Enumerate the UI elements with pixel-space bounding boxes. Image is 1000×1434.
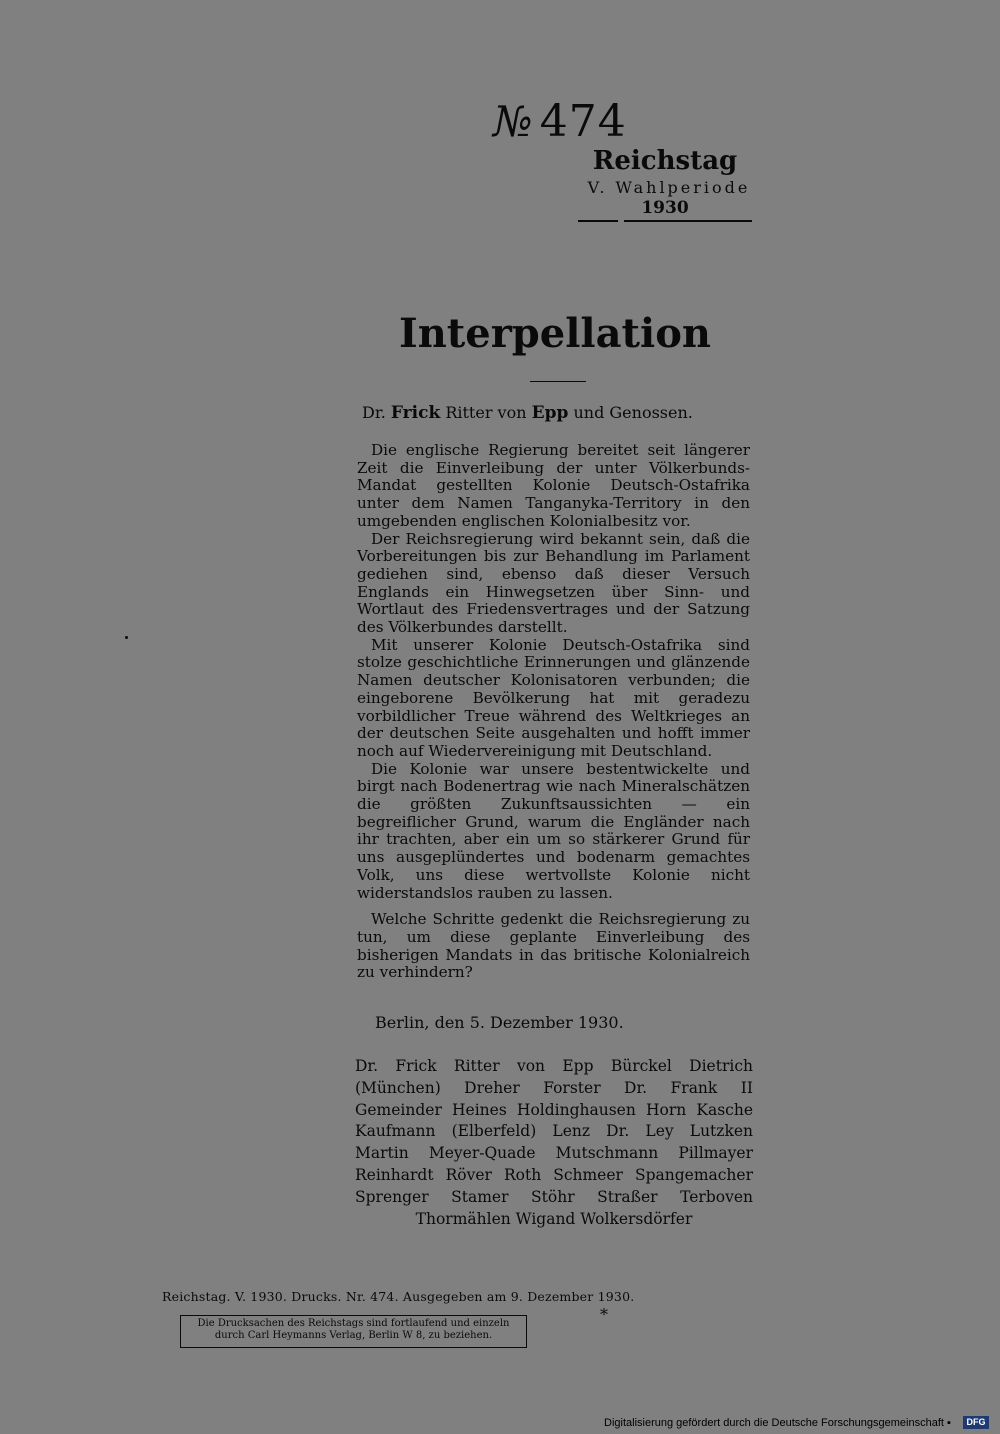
mover-name-epp: Epp [531,403,569,423]
paragraph: Mit unserer Kolonie Deutsch-Ostafrika sind stolze geschichtliche Erinnerungen und glänzende Namen deutscher Kolonisatoren verbunden; die eingeborene Bevölkerung hat mit geradezu vorbildlicher Treue während des Weltkrieges an der deutschen Seite ausgehalten und hofft immer noch auf Wiedervereinigung mit Deutschland. [357,635,750,760]
document-number [493,96,633,147]
asterisk-mark: * [600,1305,608,1324]
header-year: 1930 [641,198,689,218]
interpellation-body [357,442,750,982]
mover-name-frick: Frick [390,403,441,423]
signer-line: Gemeinder Heines Holdinghausen Horn Kasche [355,1100,753,1119]
signer-line: Kaufmann (Elberfeld) Lenz Dr. Ley Lutzken [355,1122,753,1141]
mover-suffix: und Genossen. [573,403,693,422]
signer-line: Dr. Frick Ritter von Epp Bürckel Dietrich [355,1057,753,1075]
legislative-period: V. Wahlperiode [587,178,751,197]
credit-text: Digitalisierung gefördert durch die Deutsche Forschungsgemeinschaft [604,1417,944,1429]
number-value: 474 [539,96,627,147]
place-date: Berlin, den 5. Dezember 1930. [375,1013,624,1032]
signer-line: Thormählen Wigand Wolkersdörfer [415,1209,693,1228]
digitization-credit: Digitalisierung gefördert durch die Deutsche Forschungsgemeinschaft ▪ [604,1417,951,1429]
number-sign: № [493,97,534,146]
dfg-logo-icon: DFG [963,1416,989,1429]
signer-line: (München) Dreher Forster Dr. Frank II [355,1078,753,1097]
title-divider [530,381,586,382]
signer-line: Reinhardt Röver Roth Schmeer Spangemacher [355,1165,753,1184]
document-title: Interpellation [399,310,711,357]
paragraph: Die englische Regierung bereitet seit längerer Zeit die Einverleibung der unter Völkerbunds-Mandat gestellten Kolonie Deutsch-Ostafrika unter dem Namen Tanganyka-Territory in den umgebenden englischen Kolonialbesitz vor. [357,441,750,530]
publisher-line: Die Drucksachen des Reichstags sind fortlaufend und einzeln [197,1318,510,1329]
mover-middle: Ritter von [445,403,527,422]
movers-line [362,403,762,423]
header-divider [578,220,752,222]
publisher-notice-box [180,1315,527,1348]
publisher-line: durch Carl Heymanns Verlag, Berlin W 8, zu beziehen. [214,1330,493,1341]
mover-prefix: Dr. [362,403,386,422]
paragraph: Die Kolonie war unsere bestentwickelte und birgt nach Bodenertrag wie nach Mineralschätzen die größten Zukunftsaussichten — ein begreiflicher Grund, warum die Engländer nach ihr trachten, aber ein um so stärkerer Grund für uns ausgeplündertes und bodenarm gemachtes Volk, uns diese wertvollste Kolonie nicht widerstandslos rauben zu lassen. [357,759,750,902]
paragraph: Der Reichsregierung wird bekannt sein, daß die Vorbereitungen bis zur Behandlung im Parlament gediehen sind, ebenso daß dieser Versuch Englands ein Hinwegsetzen über Sinn- und Wortlaut des Friedensvertrages und der Satzung des Völkerbundes darstellt. [357,529,750,637]
signer-line: Martin Meyer-Quade Mutschmann Pillmayer [355,1144,753,1163]
question-paragraph: Welche Schritte gedenkt die Reichsregierung zu tun, um diese geplante Einverleibung des bisherigen Mandats in das britische Kolonialreich zu verhindern? [357,910,750,982]
parliament-name: Reichstag [592,146,738,176]
signers-list [355,1056,753,1230]
speck-mark [125,636,128,639]
signer-line: Sprenger Stamer Stöhr Straßer Terboven [355,1187,753,1206]
print-footer: Reichstag. V. 1930. Drucks. Nr. 474. Ausgegeben am 9. Dezember 1930. [162,1289,635,1304]
